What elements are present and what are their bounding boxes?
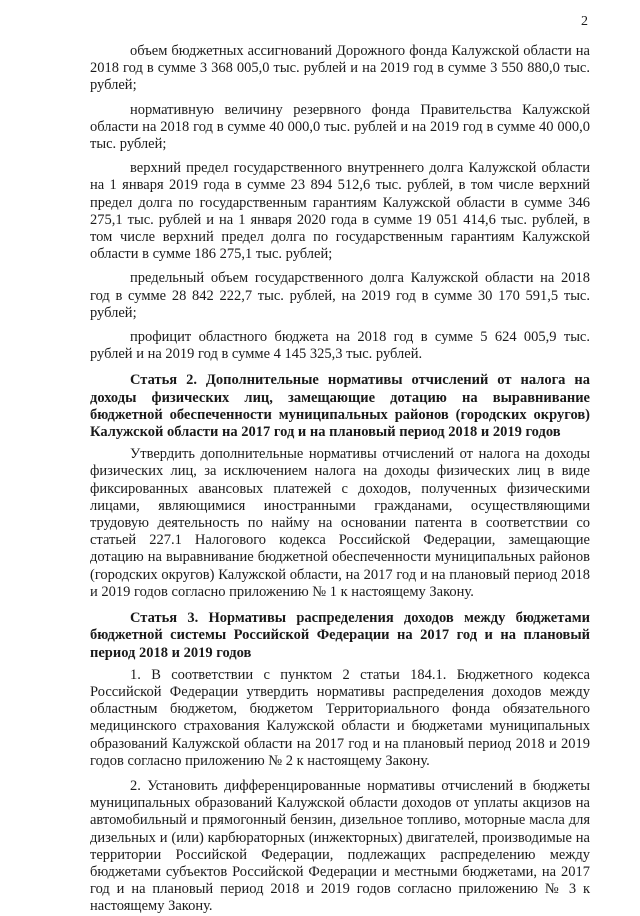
paragraph-debt-upper-limit: верхний предел государственного внутреннего долга Калужской области на 1 января 2019 года в сумме 23 894 512,6 тыс. рублей, в том числе верхний предел долга по государственным гарантиям Калужской области в сумме 346 275,1 тыс. рублей и на 1 января 2020 года в сумме 19 051 414,6 тыс. рублей, в том числе верхний предел долга по государственным гарантиям Калужской области в сумме 186 275,1 тыс. рублей; (90, 160, 590, 263)
article-3 (90, 610, 590, 915)
paragraph-road-fund: объем бюджетных ассигнований Дорожного фонда Калужской области на 2018 год в сумме 3 368 005,0 тыс. рублей и на 2019 год в сумме 3 550 880,0 тыс. рублей; (90, 43, 590, 94)
article-3-paragraph-2: 2. Установить дифференцированные нормативы отчислений в бюджеты муниципальных образований Калужской области доходов от уплаты акцизов на автомобильный и прямогонный бензин, дизельное топливо, моторные масла для дизельных и (или) карбюраторных (инжекторных) двигателей, производимые на территории Российской Федерации, подлежащих распределению между бюджетами субъектов Российской Федерации и местными бюджетами, на 2017 год и на плановый период 2018 и 2019 годов согласно приложению № 3 к настоящему Закону. (90, 777, 590, 915)
paragraph-budget-surplus: профицит областного бюджета на 2018 год в сумме 5 624 005,9 тыс. рублей и на 2019 год в сумме 4 145 325,3 тыс. рублей. (90, 329, 590, 363)
paragraph-reserve-fund: нормативную величину резервного фонда Правительства Калужской области на 2018 год в сумме 40 000,0 тыс. рублей и на 2019 год в сумме 40 000,0 тыс. рублей; (90, 101, 590, 153)
article-2-heading: Статья 2. Дополнительные нормативы отчислений от налога на доходы физических лиц, замещающие дотацию на выравнивание бюджетной обеспеченности муниципальных районов (городских округов) Калужской области на 2017 год и на плановый период 2018 и 2019 годов (90, 372, 590, 441)
page-number: 2 (581, 14, 588, 29)
article-2 (90, 372, 590, 601)
document-body (90, 43, 590, 916)
article-3-heading: Статья 3. Нормативы распределения доходов между бюджетами бюджетной системы Российской Федерации на 2017 год и на плановый период 2018 и 2019 годов (90, 610, 590, 661)
article-2-paragraph: Утвердить дополнительные нормативы отчислений от налога на доходы физических лиц, за исключением налога на доходы физических лиц в виде фиксированных авансовых платежей с доходов, полученных физическими лицами, являющимися иностранными гражданами, осуществляющими трудовую деятельность по найму на основании патента в соответствии со статьей 227.1 Налогового кодекса Российской Федерации, замещающие дотацию на выравнивание бюджетной обеспеченности муниципальных районов (городских округов) Калужской области, на 2017 год и на плановый период 2018 и 2019 годов согласно приложению № 1 к настоящему Закону. (90, 446, 590, 600)
article-3-paragraph-1: 1. В соответствии с пунктом 2 статьи 184.1. Бюджетного кодекса Российской Федерации утвердить нормативы распределения доходов между областным бюджетом, бюджетом Территориального фонда обязательного медицинского страхования Калужской области и бюджетами муниципальных образований Калужской области на 2017 год и на плановый период 2018 и 2019 годов согласно приложению № 2 к настоящему Закону. (90, 666, 590, 769)
paragraph-debt-max-volume: предельный объем государственного долга Калужской области на 2018 год в сумме 28 842 222,7 тыс. рублей, на 2019 год в сумме 30 170 591,5 тыс. рублей; (90, 270, 590, 321)
